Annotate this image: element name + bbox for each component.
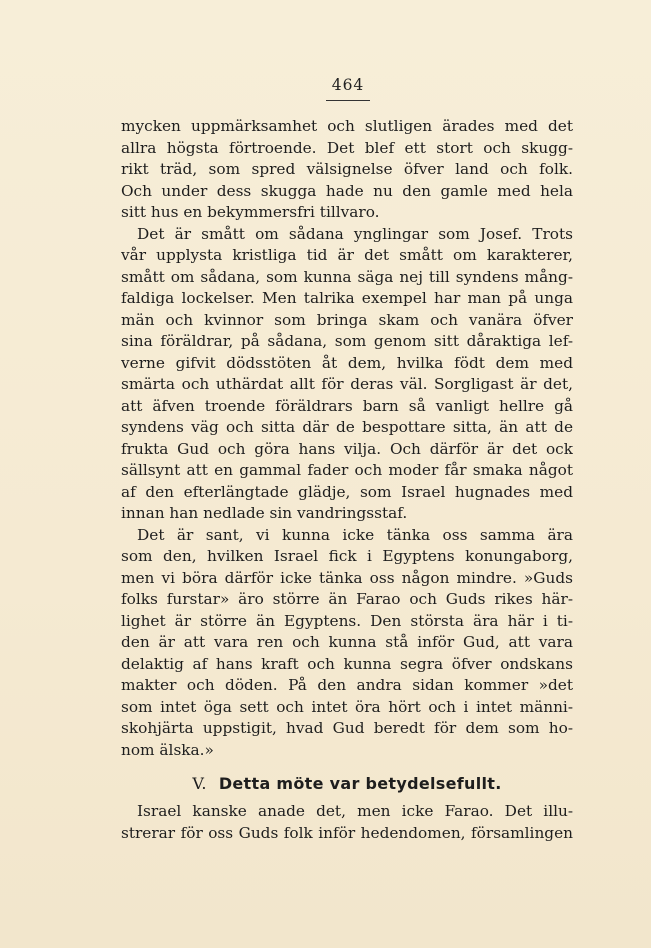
text-line: män och kvinnor som bringa skam och vanära öfver (121, 310, 573, 329)
text-line: syndens väg och sitta där de bespottare sitta, än att de (121, 418, 573, 436)
text-line: mycken uppmärksamhet och slutligen ärades med det (121, 117, 573, 135)
body-text (121, 116, 573, 761)
section-title: Detta möte var betydelsefullt. (218, 774, 502, 793)
text-line: skohjärta uppstigit, hvad Gud beredt för dem som ho- (121, 719, 573, 737)
page-number-rule (326, 100, 370, 101)
text-line: faldiga lockelser. Men talrika exempel har man på unga (121, 289, 573, 307)
text-line: nom älska.» (121, 740, 214, 759)
page-number: 464 (331, 76, 365, 94)
section-text (121, 801, 573, 844)
text-line: delaktig af hans kraft och kunna segra öfver ondskans (121, 654, 573, 673)
text-line: lighet är större än Egyptens. Den största ära här i ti- (121, 611, 573, 630)
text-line: som den, hvilken Israel fick i Egyptens konungaborg, (121, 547, 573, 565)
text-line: frukta Gud och göra hans vilja. Och därför är det ock (121, 439, 573, 458)
text-line: makter och döden. På den andra sidan kommer »det (121, 676, 573, 694)
text-line: smått om sådana, som kunna säga nej till syndens mång- (121, 267, 573, 286)
text-line: allra högsta förtroende. Det blef ett stort och skugg- (121, 138, 573, 157)
text-line: Och under dess skugga hade nu den gamle med hela (121, 181, 573, 200)
text-line: som intet öga sett och intet öra hört och i intet männi- (121, 697, 573, 716)
text-line: innan han nedlade sin vandringsstaf. (121, 504, 408, 522)
text-line: verne gifvit dödsstöten åt dem, hvilka födt dem med (121, 353, 573, 372)
text-line: af den efterlängtade glädje, som Israel hugnades med (121, 482, 573, 501)
text-line: folks furstar» äro större än Farao och Guds rikes här- (121, 590, 573, 608)
text-line: rikt träd, som spred välsignelse öfver land och folk. (121, 160, 573, 178)
text-line: Det är sant, vi kunna icke tänka oss samma ära (137, 525, 573, 544)
section-heading (121, 774, 573, 793)
text-line: Israel kanske anade det, men icke Farao. Det illu- (137, 802, 573, 820)
text-line: sällsynt att en gammal fader och moder får smaka något (121, 461, 573, 479)
text-line: strerar för oss Guds folk inför hedendomen, församlingen (121, 823, 573, 842)
text-line: vår upplysta kristliga tid är det smått om karakterer, (121, 246, 573, 264)
text-line: smärta och uthärdat allt för deras väl. Sorgligast är det, (121, 375, 573, 393)
text-line: sina föräldrar, på sådana, som genom sitt dåraktiga lef- (121, 332, 573, 350)
text-line: men vi böra därför icke tänka oss någon mindre. »Guds (121, 568, 573, 587)
text-line: Det är smått om sådana ynglingar som Josef. Trots (137, 224, 573, 243)
section-numeral: V. (192, 774, 207, 793)
text-line: att äfven troende föräldrars barn så vanligt hellre gå (121, 396, 573, 415)
text-line: den är att vara ren och kunna stå inför Gud, att vara (121, 633, 573, 651)
text-line: sitt hus en bekymmersfri tillvaro. (121, 203, 380, 221)
